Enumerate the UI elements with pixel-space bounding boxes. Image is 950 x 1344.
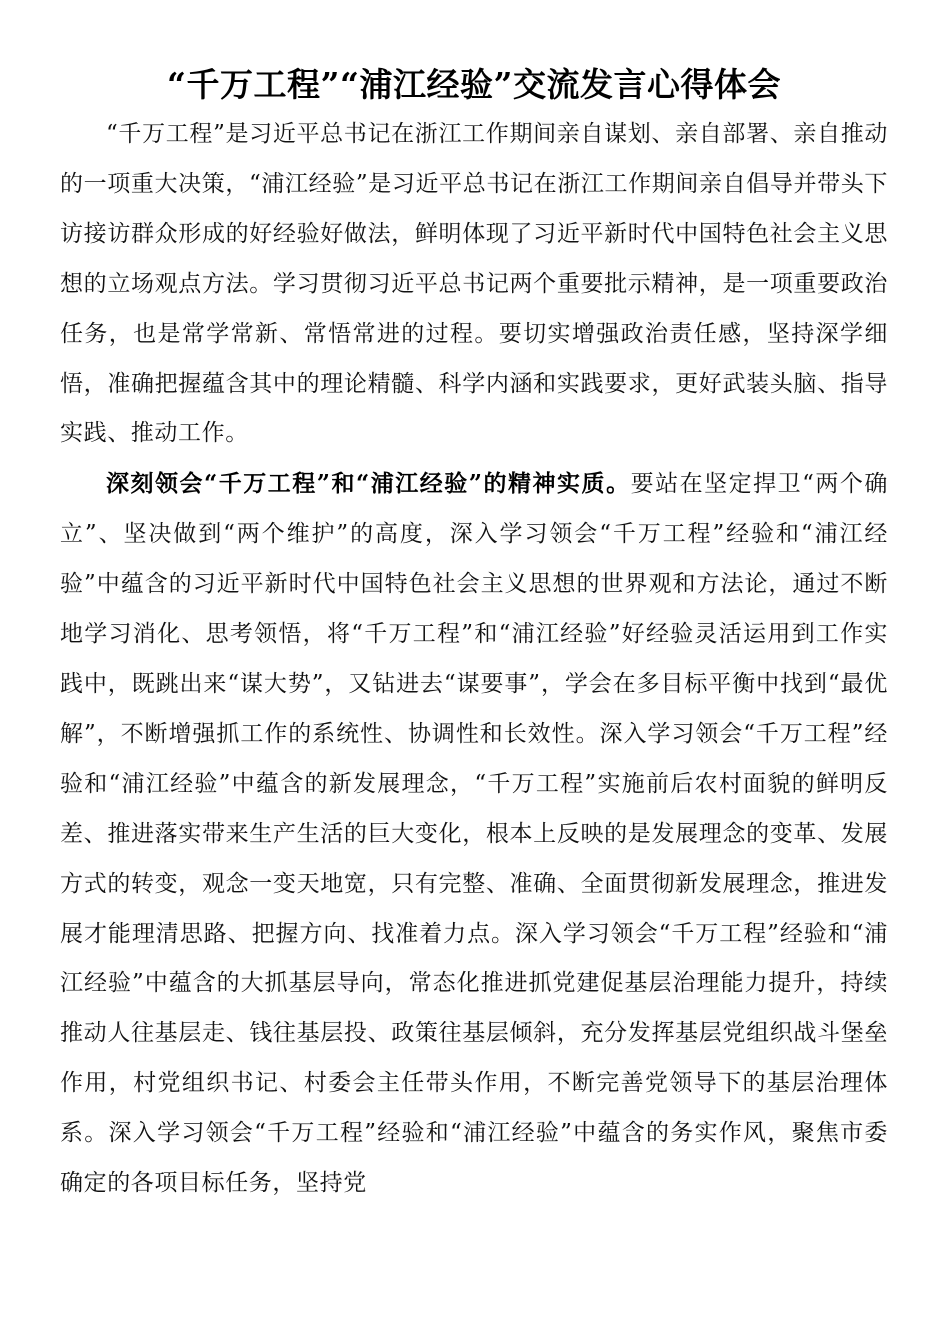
paragraph-intro: “千万工程”是习近平总书记在浙江工作期间亲自谋划、亲自部署、亲自推动的一项重大决策，“浦江经验”是习近平总书记在浙江工作期间亲自倡导并带头下访接访群众形成的好经验好做法，鲜明体现了习近平新时代中国特色社会主义思想的立场观点方法。学习贯彻习近平总书记两个重要批示精神，是一项重要政治任务，也是常学常新、常悟常进的过程。要切实增强政治责任感，坚持深学细悟，准确把握蕴含其中的理论精髓、科学内涵和实践要求，更好武装头脑、指导实践、推动工作。 xyxy=(60,121,888,447)
paragraph-spirit xyxy=(60,459,888,1209)
document-title: “千万工程”“浦江经验”交流发言心得体会 xyxy=(167,65,781,104)
paragraph-lead-heading: 深刻领会“千万工程”和“浦江经验”的精神实质。 xyxy=(106,470,631,498)
paragraph-body: 要站在坚定捍卫“两个确立”、坚决做到“两个维护”的高度，深入学习领会“千万工程”经验和“浦江经验”中蕴含的习近平新时代中国特色社会主义思想的世界观和方法论，通过不断地学习消化、思考领悟，将“千万工程”和“浦江经验”好经验灵活运用到工作实践中，既跳出来“谋大势”，又钻进去“谋要事”，学会在多目标平衡中找到“最优解”，不断增强抓工作的系统性、协调性和长效性。深入学习领会“千万工程”经验和“浦江经验”中蕴含的新发展理念，“千万工程”实施前后农村面貌的鲜明反差、推进落实带来生产生活的巨大变化，根本上反映的是发展理念的变革、发展方式的转变，观念一变天地宽，只有完整、准确、全面贯彻新发展理念，推进发展才能理清思路、把握方向、找准着力点。深入学习领会“千万工程”经验和“浦江经验”中蕴含的大抓基层导向，常态化推进抓党建促基层治理能力提升，持续推动人往基层走、钱往基层投、政策往基层倾斜，充分发挥基层党组织战斗堡垒作用，村党组织书记、村委会主任带头作用，不断完善党领导下的基层治理体系。深入学习领会“千万工程”经验和“浦江经验”中蕴含的务实作风，聚焦市委确定的各项目标任务，坚持党 xyxy=(60,471,889,1197)
